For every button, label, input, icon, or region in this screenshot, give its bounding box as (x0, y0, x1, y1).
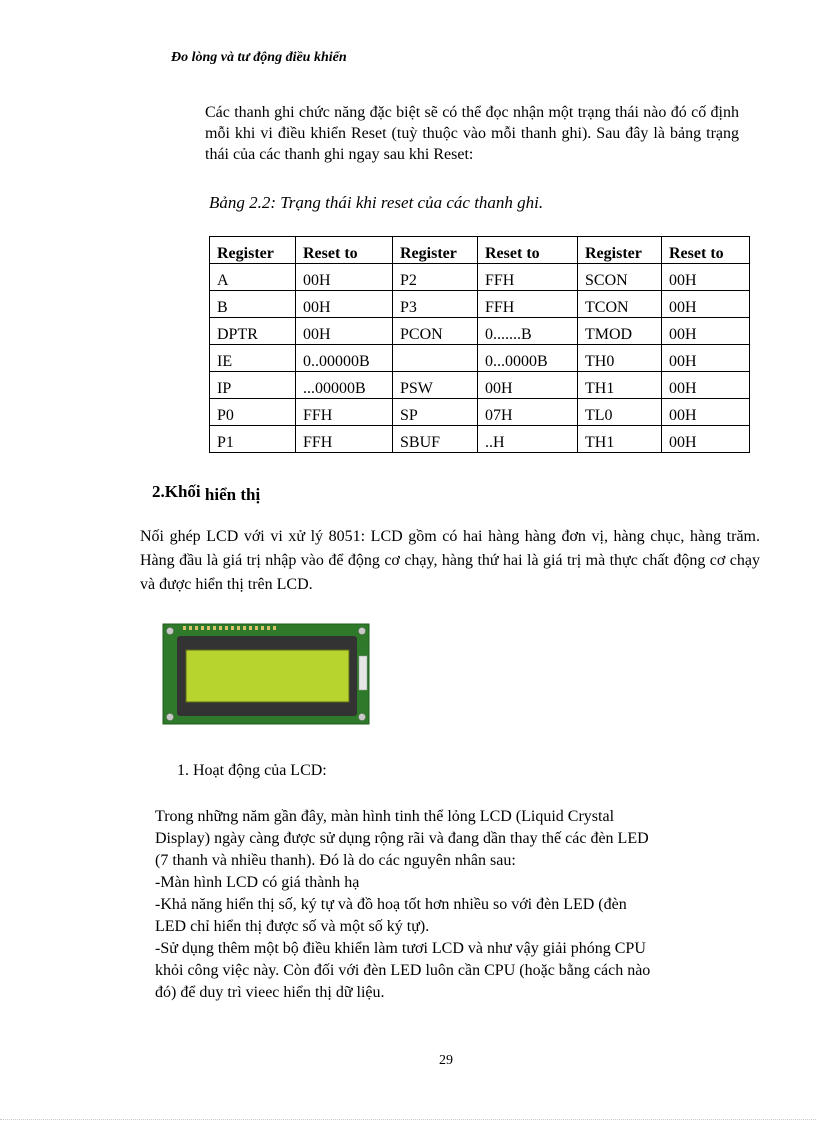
text-line: Display) ngày càng được sử dụng rộng rãi và đang dần thay thế các đèn LED (155, 830, 649, 847)
table-header-row (210, 237, 750, 264)
table-cell: A (210, 264, 296, 291)
table-header-cell: Reset to (296, 237, 393, 264)
table-cell: TL0 (578, 399, 662, 426)
table-cell: IP (210, 372, 296, 399)
table-cell: PCON (393, 318, 478, 345)
page-bottom-border (0, 1119, 816, 1120)
table-cell: 0..00000B (296, 345, 393, 372)
table-row (210, 372, 750, 399)
section-title: hiển thị (204, 485, 261, 504)
text-line: khỏi công việc này. Còn đối với đèn LED luôn cần CPU (hoặc bằng cách nào (155, 962, 651, 979)
table-cell: 00H (662, 291, 750, 318)
table-cell: 00H (662, 264, 750, 291)
table-cell: IE (210, 345, 296, 372)
table-cell: 00H (296, 264, 393, 291)
table-cell: P3 (393, 291, 478, 318)
table-cell: FFH (296, 426, 393, 453)
page-number: 29 (439, 1053, 453, 1068)
table-header-cell: Register (210, 237, 296, 264)
table-cell: ...00000B (296, 372, 393, 399)
table-cell: P1 (210, 426, 296, 453)
table-cell: 00H (662, 426, 750, 453)
table-cell: P2 (393, 264, 478, 291)
table-cell: B (210, 291, 296, 318)
table-cell: FFH (478, 291, 578, 318)
list-item: 1. Hoạt động của LCD: (177, 762, 327, 779)
intro-paragraph: Các thanh ghi chức năng đặc biệt sẽ có thể đọc nhận một trạng thái nào đó cố định mỗi khi vi điều khiển Reset (tuỳ thuộc vào mỗi thanh ghi). Sau đây là bảng trạng thái của các thanh ghi ngay sau khi Reset: (205, 104, 739, 163)
table-cell (393, 345, 478, 372)
table-cell: 0...0000B (478, 345, 578, 372)
table-cell: 00H (662, 345, 750, 372)
table-header-cell: Reset to (478, 237, 578, 264)
table-row (210, 318, 750, 345)
table-cell: 00H (662, 372, 750, 399)
table-row (210, 345, 750, 372)
table-row (210, 291, 750, 318)
table-row (210, 264, 750, 291)
table-cell: FFH (478, 264, 578, 291)
section-number: 2.Khối (152, 482, 201, 501)
register-reset-table (209, 236, 750, 453)
table-cell: DPTR (210, 318, 296, 345)
table-cell: TH1 (578, 426, 662, 453)
text-line: -Khả năng hiển thị số, ký tự và đồ hoạ tốt hơn nhiều so với đèn LED (đèn (155, 896, 627, 913)
table-cell: TH0 (578, 345, 662, 372)
table-cell: 00H (662, 318, 750, 345)
table-header-cell: Register (393, 237, 478, 264)
lcd-module-image (161, 620, 373, 726)
page-header: Đo lòng và tư động điều khiển (171, 50, 347, 65)
text-line: Trong những năm gần đây, màn hình tinh thể lỏng LCD (Liquid Crystal (155, 808, 615, 825)
table-cell: P0 (210, 399, 296, 426)
table-header-cell: Reset to (662, 237, 750, 264)
table-cell: TH1 (578, 372, 662, 399)
table-cell: 00H (662, 399, 750, 426)
text-line: đó) để duy trì vieec hiển thị dữ liệu. (155, 984, 385, 1001)
text-line: (7 thanh và nhiều thanh). Đó là do các nguyên nhân sau: (155, 852, 516, 869)
text-line: -Sử dụng thêm một bộ điều khiển làm tươi LCD và như vậy giải phóng CPU (155, 940, 646, 957)
table-cell: SBUF (393, 426, 478, 453)
table-cell: ..H (478, 426, 578, 453)
table-cell: PSW (393, 372, 478, 399)
table-cell: TCON (578, 291, 662, 318)
table-cell: SP (393, 399, 478, 426)
table-row (210, 399, 750, 426)
table-cell: FFH (296, 399, 393, 426)
table-row (210, 426, 750, 453)
lcd-paragraph: Nối ghép LCD với vi xử lý 8051: LCD gồm có hai hàng hàng đơn vị, hàng chục, hàng trăm. Hàng đầu là giá trị nhập vào để động cơ chạy, hàng thứ hai là giá trị mà thực chất động cơ chạy và được hiển thị trên LCD. (140, 528, 760, 593)
table-cell: TMOD (578, 318, 662, 345)
lcd-advantages-text (155, 806, 739, 1004)
table-cell: 00H (478, 372, 578, 399)
table-cell: SCON (578, 264, 662, 291)
table-cell: 0.......B (478, 318, 578, 345)
table-cell: 07H (478, 399, 578, 426)
table-header-cell: Register (578, 237, 662, 264)
table-cell: 00H (296, 318, 393, 345)
table-caption: Bảng 2.2: Trạng thái khi reset của các thanh ghi. (209, 193, 544, 212)
text-line: LED chỉ hiển thị được số và một số ký tự). (155, 918, 430, 935)
table-cell: 00H (296, 291, 393, 318)
text-line: -Màn hình LCD có giá thành hạ (155, 874, 360, 891)
section-heading (152, 482, 261, 505)
